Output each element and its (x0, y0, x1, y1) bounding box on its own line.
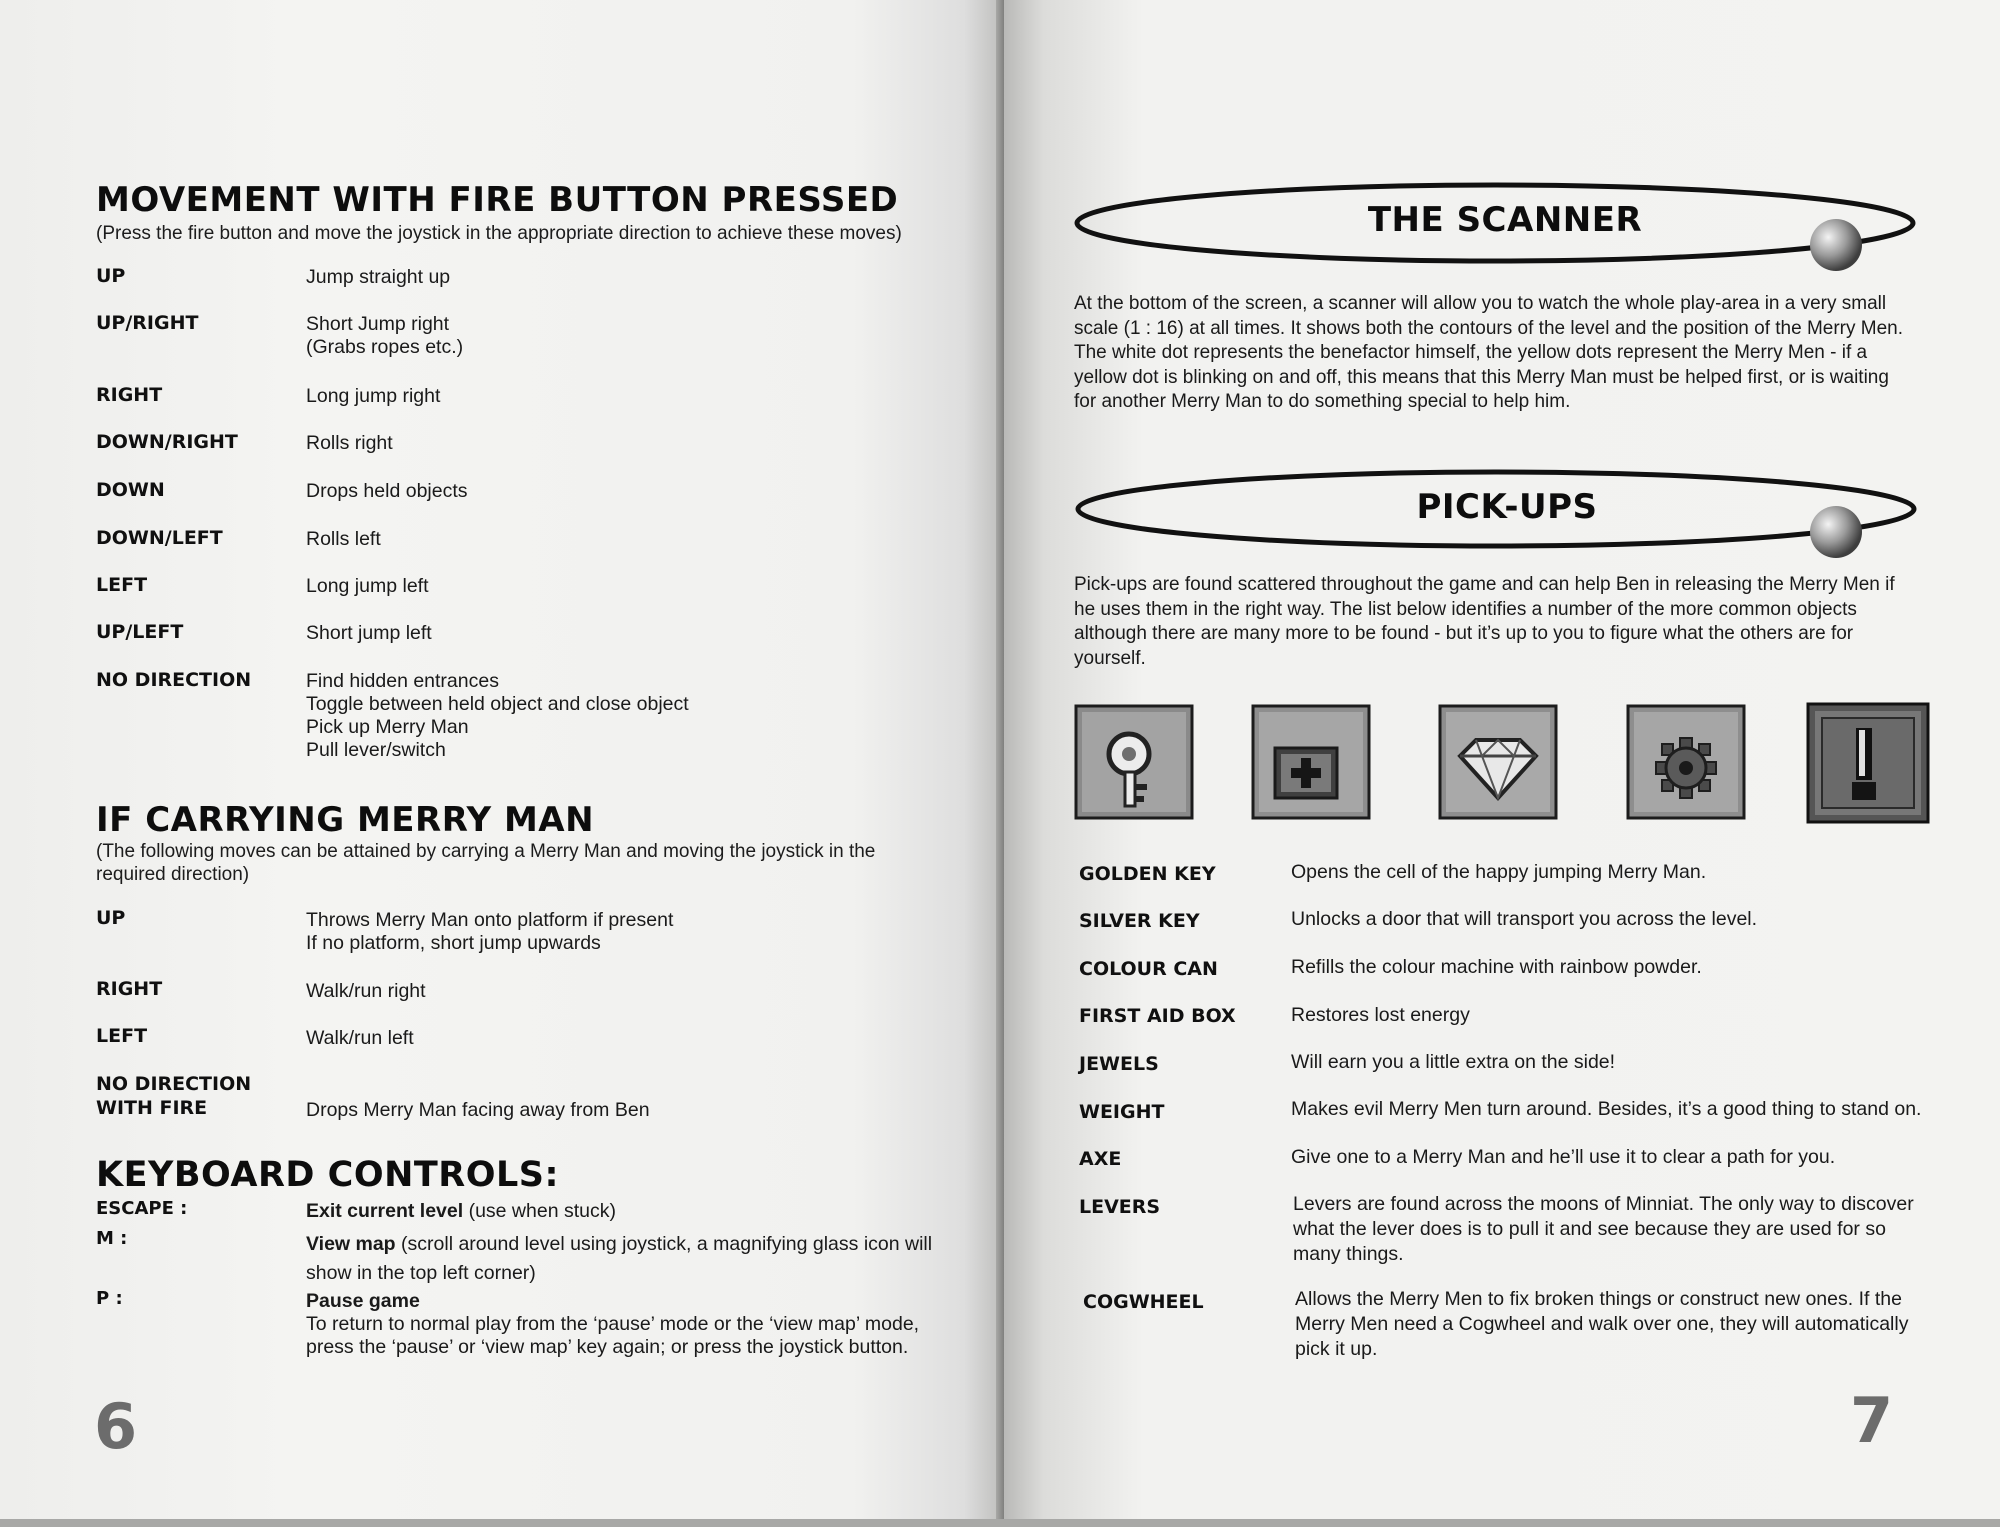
jewel-icon (1438, 702, 1558, 825)
pickup-name: WEIGHT (1079, 1101, 1165, 1123)
scanner-paragraph: At the bottom of the screen, a scanner will allow you to watch the whole play-area in a very small scale (1 : 16) at all times. It shows both the contours of the level and the position of the Merry Men. The white dot represents the benefactor himself, the yellow dots represent the Merry Men - if a yellow dot is blinking on and off, this means that this Merry Man must be helped first, or is waiting for another Merry Man to do something special to help him. (1074, 293, 1904, 412)
keyboard-desc: Pause game To return to normal play from the ‘pause’ mode or the ‘view map’ mode, press the ‘pause’ or ‘view map’ key again; or press the joystick button. (306, 1290, 920, 1358)
keyboard-heading: KEYBOARD CONTROLS: (96, 1155, 559, 1195)
pickup-name: COLOUR CAN (1079, 958, 1218, 980)
pickup-name: JEWELS (1079, 1053, 1159, 1075)
control-desc: Throws Merry Man onto platform if present If no platform, short jump upwards (306, 909, 674, 954)
control-key: DOWN (96, 479, 165, 501)
lever-icon (1806, 702, 1930, 829)
control-desc: Long jump left (306, 575, 429, 597)
pickups-banner (1072, 463, 1942, 583)
control-key: UP (96, 907, 126, 929)
pickup-desc: Makes evil Merry Men turn around. Besides, it’s a good thing to stand on. (1291, 1098, 1922, 1120)
pickup-name: FIRST AID BOX (1079, 1005, 1236, 1027)
pickup-desc: Give one to a Merry Man and he’ll use it to clear a path for you. (1291, 1146, 1836, 1168)
right-page (1004, 0, 2000, 1527)
keyboard-key: P : (96, 1288, 123, 1309)
golden-key-icon (1074, 702, 1194, 825)
control-key: UP/RIGHT (96, 312, 199, 334)
pickup-desc: Levers are found across the moons of Minniat. The only way to discover what the lever does is to pull it and see because they are used for so many things. (1293, 1193, 1914, 1265)
pickup-name: AXE (1079, 1148, 1122, 1170)
control-key: UP (96, 265, 126, 287)
control-key: DOWN/LEFT (96, 527, 223, 549)
control-key: LEFT (96, 574, 148, 596)
pickups-title: PICK-UPS (1416, 487, 1598, 527)
control-desc: Drops Merry Man facing away from Ben (306, 1099, 650, 1121)
book-bottom-edge (0, 1519, 2000, 1527)
scanner-title: THE SCANNER (1367, 200, 1643, 240)
cogwheel-icon (1626, 702, 1746, 825)
control-desc: Find hidden entrances Toggle between held object and close object Pick up Merry Man Pull lever/switch (306, 670, 689, 761)
pickup-desc: Opens the cell of the happy jumping Merry Man. (1291, 861, 1707, 883)
pickups-paragraph: Pick-ups are found scattered throughout the game and can help Ben in releasing the Merry Men if he uses them in the right way. The list below identifies a number of the more common objects although there are many more to be found - but it’s up to you to figure what the others are for yourself. (1074, 574, 1895, 669)
control-key: RIGHT (96, 384, 163, 406)
control-desc: Walk/run right (306, 980, 426, 1002)
page-number: 6 (94, 1390, 138, 1463)
keyboard-key: M : (96, 1228, 128, 1249)
control-key: NO DIRECTION WITH FIRE (96, 1073, 252, 1119)
control-desc: Short Jump right (Grabs ropes etc.) (306, 313, 464, 358)
control-desc: Long jump right (306, 385, 441, 407)
carrying-subtitle: (The following moves can be attained by carrying a Merry Man and moving the joystick in the required direction) (96, 841, 876, 885)
pickup-name: GOLDEN KEY (1079, 863, 1216, 885)
control-key: DOWN/RIGHT (96, 431, 238, 453)
control-key: UP/LEFT (96, 621, 184, 643)
first-aid-box-icon (1251, 702, 1371, 825)
pickup-name: LEVERS (1079, 1196, 1161, 1218)
pickup-desc: Allows the Merry Men to fix broken things or construct new ones. If the Merry Men need a Cogwheel and walk over one, they will automatically pick it up. (1295, 1288, 1909, 1360)
pickup-name: SILVER KEY (1079, 910, 1200, 932)
pickup-desc: Will earn you a little extra on the side! (1291, 1051, 1616, 1073)
control-key: LEFT (96, 1025, 148, 1047)
control-desc: Drops held objects (306, 480, 468, 502)
control-desc: Short jump left (306, 622, 432, 644)
keyboard-key: ESCAPE : (96, 1198, 188, 1219)
pickup-name: COGWHEEL (1083, 1291, 1204, 1313)
control-desc: Rolls left (306, 528, 381, 550)
control-key: NO DIRECTION (96, 669, 252, 691)
pickup-desc: Restores lost energy (1291, 1004, 1470, 1026)
movement-fire-subtitle: (Press the fire button and move the joystick in the appropriate direction to achieve these moves) (96, 223, 902, 244)
keyboard-desc: Exit current level (use when stuck) (306, 1200, 616, 1222)
control-desc: Jump straight up (306, 266, 451, 288)
pickup-desc: Unlocks a door that will transport you across the level. (1291, 908, 1758, 930)
control-key: RIGHT (96, 978, 163, 1000)
keyboard-desc: View map (scroll around level using joystick, a magnifying glass icon will show in the top left corner) (306, 1233, 933, 1284)
pickup-icons-row (1074, 702, 1934, 828)
control-desc: Rolls right (306, 432, 393, 454)
carrying-heading: IF CARRYING MERRY MAN (96, 800, 595, 840)
scanner-banner (1070, 178, 1940, 298)
control-desc: Walk/run left (306, 1027, 414, 1049)
movement-fire-heading: MOVEMENT WITH FIRE BUTTON PRESSED (96, 180, 899, 220)
pickup-desc: Refills the colour machine with rainbow powder. (1291, 956, 1702, 978)
page-number: 7 (1850, 1384, 1894, 1457)
